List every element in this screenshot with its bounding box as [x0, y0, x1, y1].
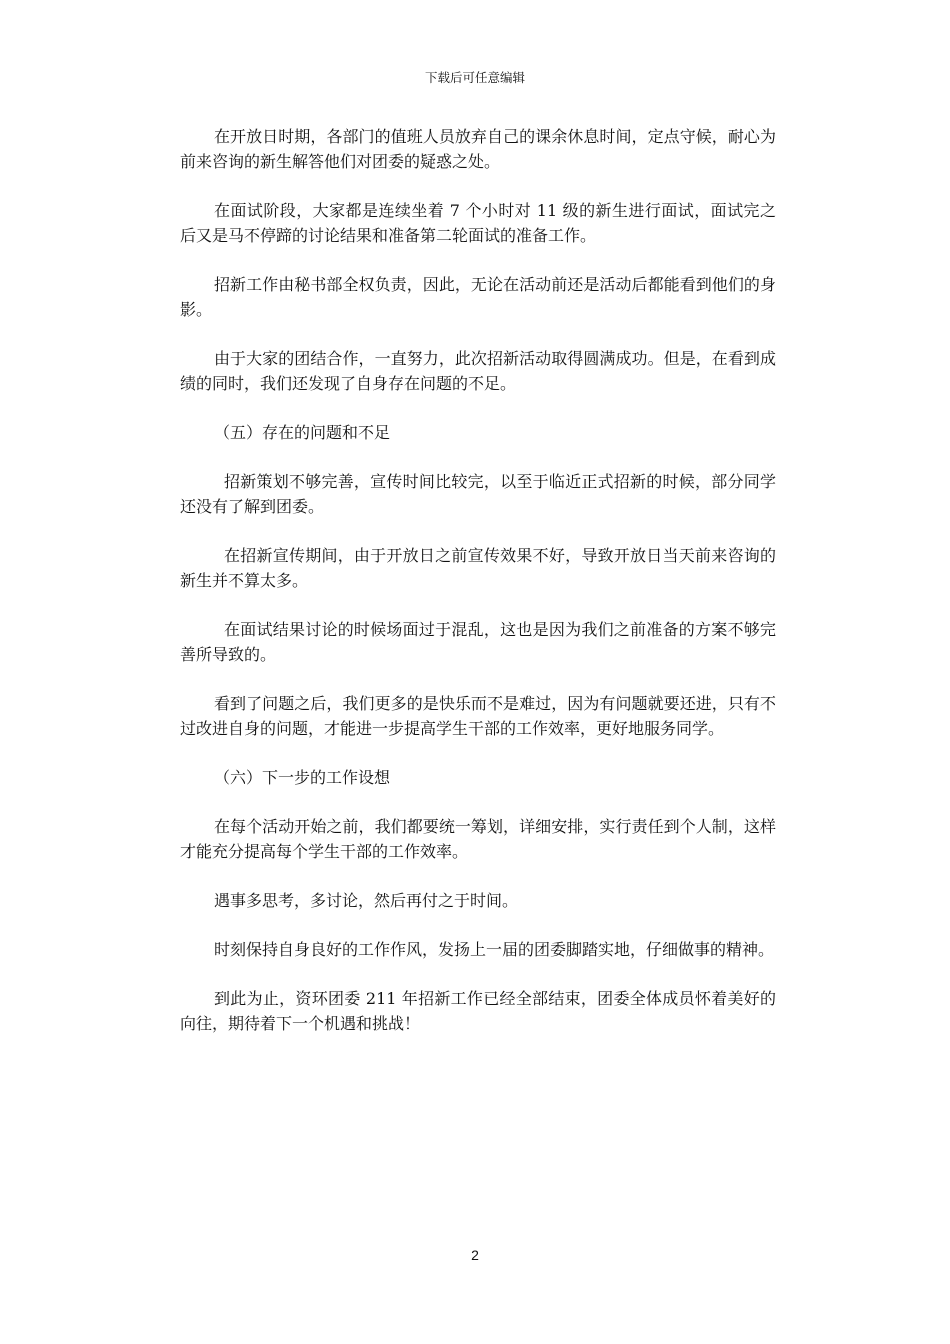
paragraph-problem-planning: 招新策划不够完善，宣传时间比较完，以至于临近正式招新的时候，部分同学还没有了解到团委。: [180, 472, 776, 516]
page-header: 下载后可任意编辑: [424, 70, 525, 85]
page-number: 2: [471, 1247, 479, 1263]
paragraph-interview: 在面试阶段，大家都是连续坐着 7 个小时对 11 级的新生进行面试，面试完之后又是马不停蹄的讨论结果和准备第二轮面试的准备工作。: [180, 201, 776, 245]
paragraph-next-planning: 在每个活动开始之前，我们都要统一筹划，详细安排，实行责任到个人制，这样才能充分提高每个学生干部的工作效率。: [180, 817, 776, 861]
paragraph-problem-discussion: 在面试结果讨论的时候场面过于混乱，这也是因为我们之前准备的方案不够完善所导致的。: [180, 620, 776, 664]
section-heading-next-steps: （六）下一步的工作设想: [214, 768, 391, 787]
paragraph-next-thinking: 遇事多思考，多讨论，然后再付之于时间。: [214, 891, 519, 910]
section-heading-problems: （五）存在的问题和不足: [214, 423, 391, 442]
document-body: [180, 124, 776, 1060]
paragraph-problem-publicity: 在招新宣传期间，由于开放日之前宣传效果不好，导致开放日当天前来咨询的新生并不算太多。: [180, 546, 776, 590]
paragraph-next-style: 时刻保持自身良好的工作作风，发扬上一届的团委脚踏实地，仔细做事的精神。: [214, 940, 775, 959]
paragraph-problem-reflection: 看到了问题之后，我们更多的是快乐而不是难过，因为有问题就要还进，只有不过改进自身的问题，才能进一步提高学生干部的工作效率，更好地服务同学。: [180, 694, 776, 738]
paragraph-conclusion: 到此为止，资环团委 211 年招新工作已经全部结束，团委全体成员怀着美好的向往，期待着下一个机遇和挑战！: [180, 989, 776, 1033]
paragraph-open-day: 在开放日时期，各部门的值班人员放弃自己的课余休息时间，定点守候，耐心为前来咨询的新生解答他们对团委的疑惑之处。: [180, 127, 776, 171]
paragraph-secretariat: 招新工作由秘书部全权负责，因此，无论在活动前还是活动后都能看到他们的身影。: [180, 275, 776, 319]
paragraph-success: 由于大家的团结合作，一直努力，此次招新活动取得圆满成功。但是，在看到成绩的同时，我们还发现了自身存在问题的不足。: [180, 349, 776, 393]
